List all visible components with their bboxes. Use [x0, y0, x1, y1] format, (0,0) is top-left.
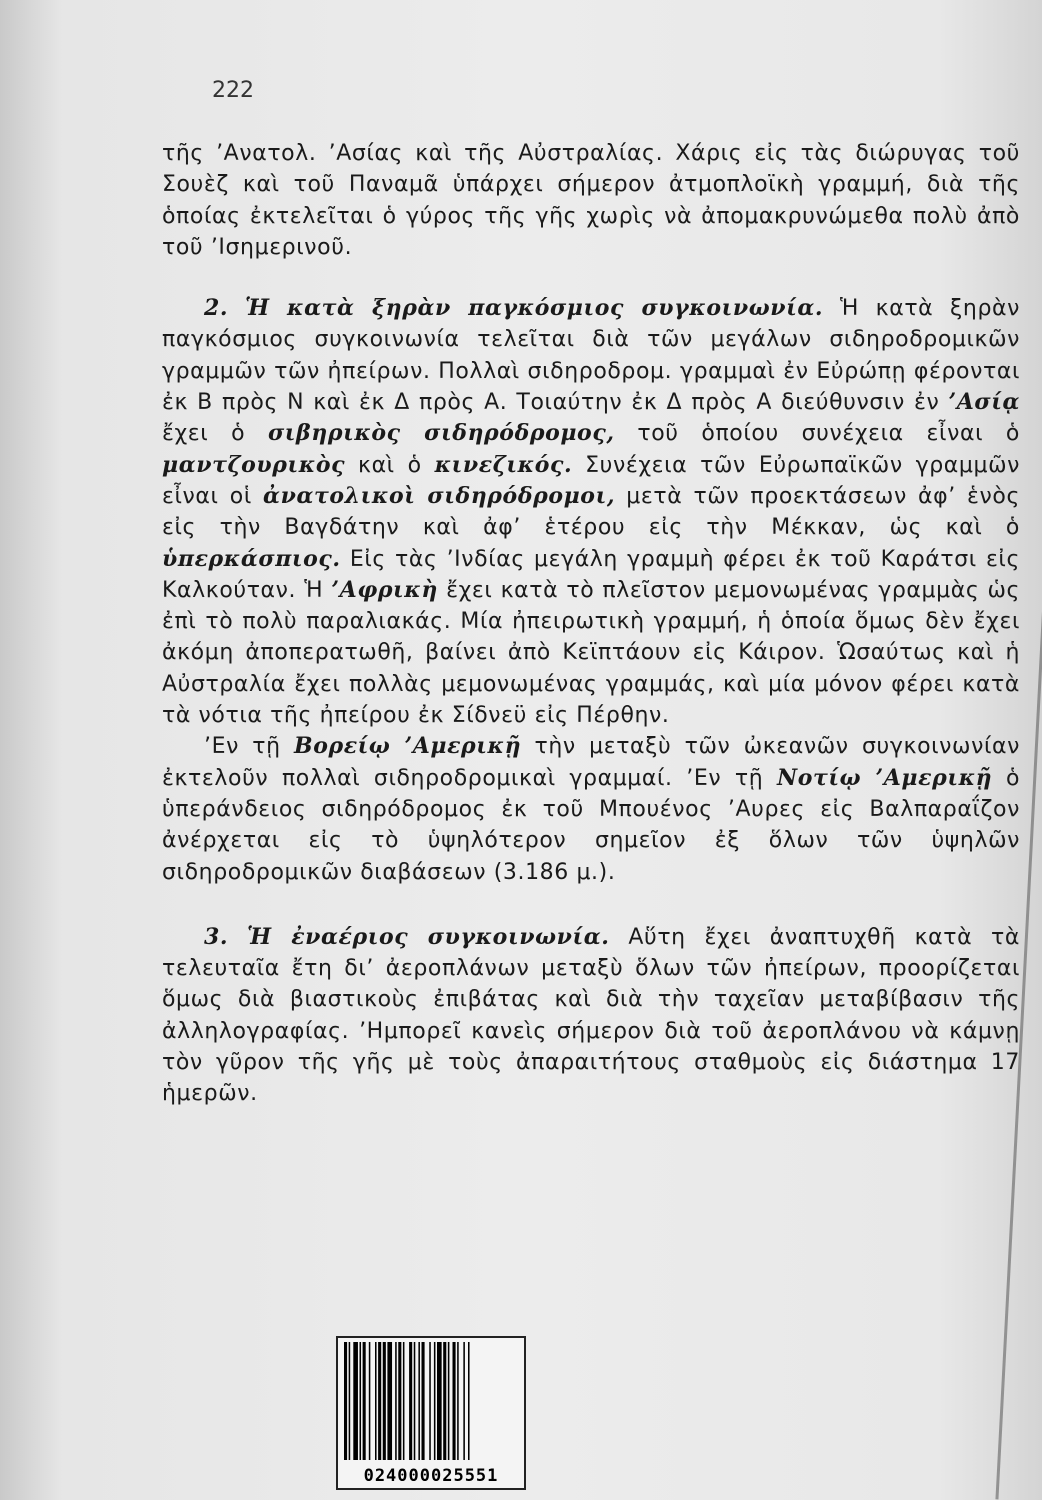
section-2-number: 2. — [204, 295, 229, 322]
barcode-label — [336, 1336, 526, 1490]
emphasis-africa: ’Αφρικὴ — [331, 576, 438, 603]
barcode-bar — [375, 1342, 377, 1460]
barcode-bar — [383, 1342, 386, 1460]
barcode-bar — [463, 1342, 465, 1460]
americas-text: ὁ ὑπεράνδειος σιδηρόδρομος ἐκ τοῦ Μπουένος ’Αυρες εἰς Βαλπαραΐζον ἀνέρχεται εἰς τὸ ὑψηλότερον σημεῖον ἐξ ὅλων τῶν ὑψηλῶν σιδηροδρομικῶν διαβάσεων (3.186 μ.). — [162, 765, 1021, 885]
emphasis-eastern-railways: ἀνατολικοὶ σιδηρόδρομοι, — [263, 482, 616, 509]
section-2-text: καὶ ὁ — [345, 452, 435, 478]
barcode-bar — [429, 1342, 431, 1460]
barcode-bar — [369, 1342, 371, 1460]
section-2-text: ἔχει ὁ — [162, 421, 268, 447]
spacer — [162, 888, 1020, 922]
barcode-bar — [353, 1342, 358, 1460]
emphasis-south-america: Νοτίῳ ’Αμερικῇ — [777, 764, 993, 791]
barcode-bar — [468, 1342, 470, 1460]
barcode-bar — [363, 1342, 366, 1460]
section-2-text: Ἡ κατὰ ξηρὰν παγκόσμιος συγκοινωνία τελεῖται διὰ τῶν μεγάλων σιδηροδρομικῶν γραμμῶν τῶν ἠπείρων. Πολλαὶ σιδηροδρομ. γραμμαὶ ἐν Εὐρώπῃ φέρονται ἐκ Β πρὸς Ν καὶ ἐκ Δ πρὸς Α. Τοιαύτην ἐκ Δ πρὸς Α διεύθυνσιν ἐν — [162, 296, 1021, 416]
barcode-bar — [398, 1342, 401, 1460]
barcode-number: 024000025551 — [363, 1466, 499, 1486]
section-2-text: τοῦ ὁποίου συνέχεια εἶναι ὁ — [614, 421, 1020, 447]
barcode-bar — [395, 1342, 397, 1460]
section-2-heading: Ἡ κατὰ ξηρὰν παγκόσμιος συγκοινωνία. — [244, 295, 824, 322]
barcode-bar — [453, 1342, 456, 1460]
emphasis-north-america: Βορείῳ ’Αμερικῇ — [294, 733, 522, 760]
barcode-bar — [409, 1342, 412, 1460]
barcode-bar — [457, 1342, 459, 1460]
section-2-paragraph — [162, 293, 1020, 731]
barcode-bar — [387, 1342, 392, 1460]
page-text — [162, 138, 1020, 1110]
emphasis-asia: ’Ασίᾳ — [948, 389, 1020, 416]
emphasis-transcaspian: ὑπερκάσπιος. — [162, 545, 341, 572]
americas-text: τὴν μεταξὺ τῶν ὠκεανῶν συγκοινωνίαν ἐκτελοῦν πολλαὶ σιδηροδρομικαὶ γραμμαί. ’Εν τῇ — [162, 734, 1021, 791]
section-2-text: Εἰς τὰς ’Ινδίας μεγάλη γραμμὴ φέρει ἐκ τοῦ Καράτσι εἰς Καλκούταν. Ἡ — [162, 546, 1020, 603]
barcode-bar — [448, 1342, 450, 1460]
emphasis-siberian-railway: σιβηρικὸς σιδηρόδρομος, — [267, 420, 615, 447]
section-2-text: ἔχει κατὰ τὸ πλεῖστον μεμονωμένας γραμμὰς ὡς ἐπὶ τὸ πολὺ παραλιακάς. Μία ἠπειρωτικὴ γραμμή, ἡ ὁποία ὅμως δὲν ἔχει ἀκόμη ἀποπερατωθῆ, βαίνει ἀπὸ Κεϊπτάουν εἰς Κάιρον. Ὡσαύτως καὶ ἡ Αὐστραλία ἔχει πολλὰς μεμονωμένας γραμμάς, καὶ μία μόνον φέρει κατὰ τὰ νότια τῆς ἠπείρου ἐκ Σίδνεϋ εἰς Πέρθην. — [162, 577, 1020, 729]
americas-paragraph — [162, 731, 1020, 887]
barcode-bar — [443, 1342, 446, 1460]
barcode-bar — [344, 1342, 347, 1460]
barcode-bar — [403, 1342, 405, 1460]
section-3-number: 3. — [204, 923, 229, 950]
barcode-icon — [342, 1342, 520, 1460]
section-2-text: μετὰ τῶν προεκτάσεων ἀφ’ ἑνὸς εἰς τὴν Βαγδάτην καὶ ἀφ’ ἑτέρου εἰς τὴν Μέκκαν, ὡς καὶ ὁ — [162, 483, 1020, 541]
barcode-bar — [349, 1342, 351, 1460]
section-2-text: Συνέχεια τῶν Εὐρωπαϊκῶν γραμμῶν εἶναι οἱ — [162, 452, 1020, 509]
barcode-bar — [414, 1342, 416, 1460]
barcode-bar — [418, 1342, 420, 1460]
barcode-bar — [437, 1342, 442, 1460]
emphasis-manchurian: μαντζουρικὸς — [162, 451, 346, 478]
americas-text: ’Εν τῇ — [204, 734, 294, 760]
spacer — [162, 263, 1020, 293]
barcode-bar — [360, 1342, 362, 1460]
barcode-bar — [422, 1342, 425, 1460]
barcode-bar — [378, 1342, 381, 1460]
section-3-paragraph — [162, 922, 1020, 1110]
intro-paragraph: τῆς ’Ανατολ. ’Ασίας καὶ τῆς Αὐστραλίας. Χάρις εἰς τὰς διώρυγας τοῦ Σουὲζ καὶ τοῦ Παναμᾶ ὑπάρχει σήμερον ἀτμοπλοϊκὴ γραμμή, διὰ τῆς ὁποίας ἐκτελεῖται ὁ γύρος τῆς γῆς χωρὶς νὰ ἀπομακρυνώμεθα πολὺ ἀπὸ τοῦ ’Ισημερινοῦ. — [162, 141, 1020, 260]
barcode-bar — [434, 1342, 436, 1460]
section-3-heading: Ἡ ἐναέριος συγκοινωνία. — [247, 923, 610, 950]
emphasis-chinese: κινεζικός. — [434, 451, 573, 478]
page-number: 222 — [212, 78, 254, 103]
section-3-text: Αὕτη ἔχει ἀναπτυχθῆ κατὰ τὰ τελευταῖα ἔτη δι’ ἀεροπλάνων μεταξὺ ὅλων τῶν ἠπείρων, προορίζεται ὅμως διὰ βιαστικοὺς ἐπιβάτας καὶ διὰ τὴν ταχεῖαν μεταβίβασιν τῆς ἀλληλογραφίας. ’Ημπορεῖ κανεὶς σήμερον διὰ τοῦ ἀεροπλάνου νὰ κάμνῃ τὸν γῦρον τῆς γῆς μὲ τοὺς ἀπαραιτήτους σταθμοὺς εἰς διάστημα 17 ἡμερῶν. — [162, 924, 1020, 1107]
